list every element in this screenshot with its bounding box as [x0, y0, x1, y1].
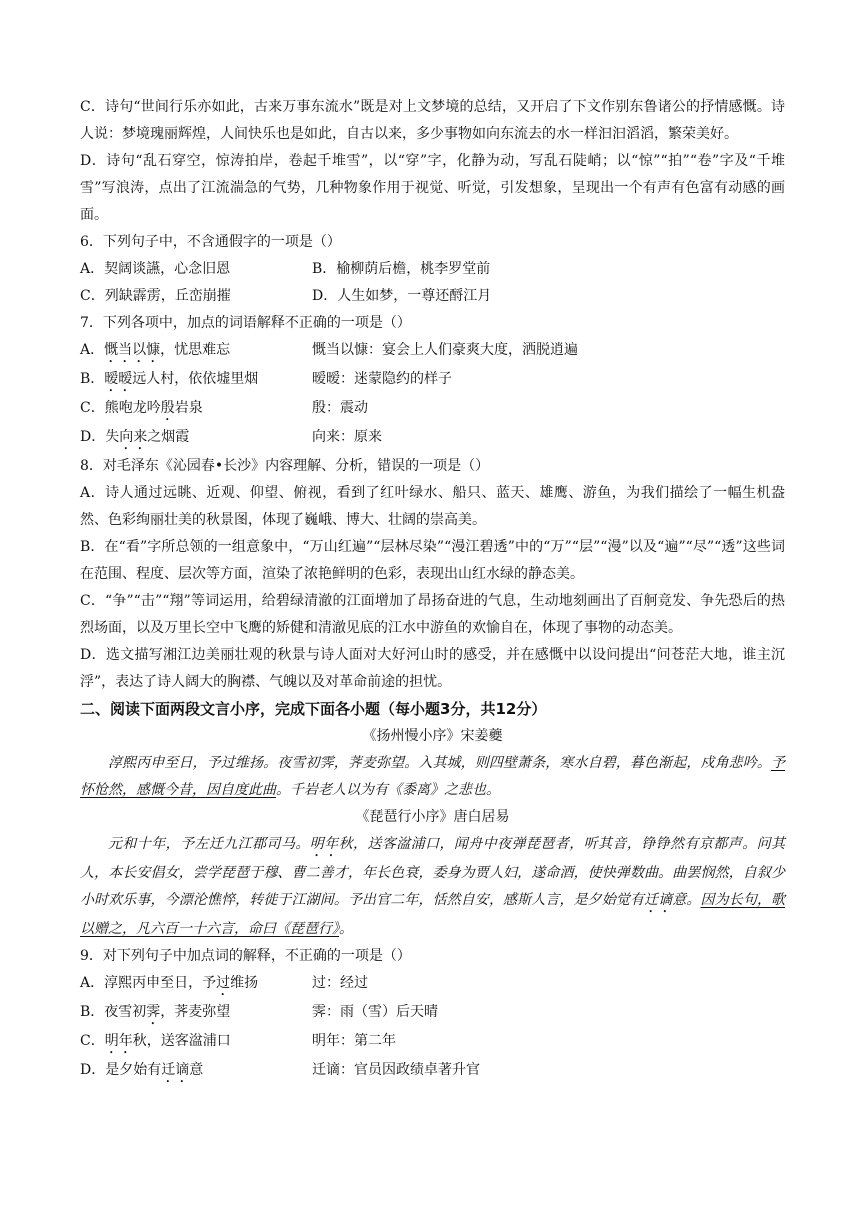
q9-explanation-a: 过：经过 — [312, 975, 368, 991]
dotted-word: 向来 — [119, 429, 148, 445]
q6-row-cd — [80, 283, 785, 310]
passage1-title: 《扬州慢小序》宋姜夔 — [362, 728, 503, 744]
dotted-word: 霁 — [146, 1004, 161, 1020]
dotted-word: 明年 — [104, 1033, 133, 1049]
q6-row-ab — [80, 256, 785, 283]
dotted-word: 过 — [216, 975, 231, 991]
q8-option-c: C．“争”“击”“翔”等词运用，给碧绿清澈的江面增加了昂扬奋进的气息，生动地刻画出了百舸竞发、争先恐后的热烈场面，以及万里长空中飞鹰的矫健和清澈见底的江水中游鱼的欢愉自在，体现了事物的动态美。 — [80, 593, 785, 636]
q6-option-c: C．列缺霹雳，丘峦崩摧 — [80, 288, 231, 304]
q9-explanation-d: 迁谪：官员因政绩卓著升官 — [312, 1062, 480, 1078]
dotted-word: 殷 — [160, 400, 175, 416]
q7-stem: 7．下列各项中，加点的词语解释不正确的一项是（） — [80, 315, 411, 331]
q8-option-d: D．选文描写湘江边美丽壮观的秋景与诗人面对大好河山时的感受，并在感慨中以设问提出“问苍茫大地，谁主沉浮”，表达了诗人阔大的胸襟、气魄以及对革命前途的担忧。 — [80, 647, 785, 690]
q5-option-d: D．诗句“乱石穿空，惊涛拍岸，卷起千堆雪”，以“穿”字，化静为动，写乱石陡峭；以“惊”“拍”“卷”字及“千堆雪”写浪涛，点出了江流湍急的气势，几种物象作用于视觉、听觉，引发想象，呈现出一个有声有色富有动感的画面。 — [80, 153, 785, 223]
q6-option-d: D．人生如梦，一尊还酹江月 — [312, 288, 492, 304]
dotted-word: 慨当以慷 — [104, 342, 161, 358]
underlined-sentence: 因为长句，歌以赠之，凡六百一十六言，命曰《琵琶行》 — [80, 892, 786, 937]
q7-explanation-c: 殷：震动 — [312, 400, 368, 416]
q9-explanation-b: 霁：雨（雪）后天晴 — [312, 1004, 438, 1020]
underlined-sentence: 予怀怆然，感慨今昔，因自度此曲 — [80, 755, 785, 798]
q6-stem: 6．下列句子中，不含通假字的一项是（） — [80, 234, 341, 250]
dotted-word: 暧暧 — [104, 371, 133, 387]
q8-option-b: B．在“看”字所总领的一组意象中，“万山红遍”“层林尽染”“漫江碧透”中的“万”“层”“漫”以及“遍”“尽”“透”这些词在范围、程度、层次等方面，渲染了浓艳鲜明的色彩，表现出山红水绿的静态美。 — [80, 539, 785, 582]
q9-stem: 9．对下列句子中加点词的解释，不正确的一项是（） — [80, 948, 411, 964]
q6-option-a: A．契阔谈讌，心念旧恩 — [80, 261, 231, 277]
q7-explanation-b: 暧暧：迷蒙隐约的样子 — [312, 371, 452, 387]
q6-option-b: B．榆柳荫后檐，桃李罗堂前 — [312, 261, 491, 277]
q9-explanation-c: 明年：第二年 — [312, 1033, 396, 1049]
dotted-word: 迁谪 — [161, 1062, 190, 1078]
q9-option-d: D．是夕始有迁谪意 迁谪：官员因政绩卓著升官 — [80, 1057, 785, 1086]
dotted-word: 明年 — [309, 836, 339, 852]
q7-option-a: A．慨当以慷，忧思难忘 慨当以慷：宴会上人们豪爽大度，洒脱逍遍 — [80, 337, 785, 366]
q7-option-d: D．失向来之烟霞 向来：原来 — [80, 424, 785, 453]
q9-option-a: A．淳熙丙申至日，予过维扬 过：经过 — [80, 970, 785, 999]
exam-page — [80, 94, 785, 1086]
section-heading: 二、阅读下面两段文言小序，完成下面各小题（每小题3分，共12分） — [80, 700, 547, 718]
dotted-word: 迁谪 — [644, 892, 673, 908]
q8-stem: 8．对毛泽东《沁园春•长沙》内容理解、分析，错误的一项是（） — [80, 458, 490, 474]
q7-explanation-d: 向来：原来 — [312, 429, 382, 445]
q8-option-a: A．诗人通过远眺、近观、仰望、俯视，看到了红叶绿水、船只、蓝天、雄鹰、游鱼，为我们描绘了一幅生机盎然、色彩绚丽壮美的秋景图，体现了巍峨、博大、壮阔的崇高美。 — [80, 485, 785, 528]
q9-option-c: C．明年秋，送客湓浦口 明年：第二年 — [80, 1028, 785, 1057]
q7-explanation-a: 慨当以慷：宴会上人们豪爽大度，洒脱逍遍 — [312, 342, 578, 358]
passage1-text: 淳熙丙申至日，予过维扬。夜雪初霁，荠麦弥望。入其城，则四壁萧条，寒水自碧，暮色渐起，戍角悲吟。予怀怆然，感慨今昔，因自度此曲。千岩老人以为有《黍离》之悲也。 — [80, 755, 785, 798]
q9-option-b: B．夜雪初霁，荠麦弥望 霁：雨（雪）后天晴 — [80, 999, 785, 1028]
passage2-text: 元和十年，予左迁九江郡司马。明年秋，送客湓浦口，闻舟中夜弹琵琶者，听其音，铮铮然有京都声。问其人，本长安倡女，尝学琵琶于穆、曹二善才，年长色衰，委身为贾人妇，遂命酒，使快弹数曲。曲罢悯然，自叙少小时欢乐事，今漂沦憔悴，转徙于江湖间。予出官二年，恬然自安，感斯人言，是夕始觉有迁谪意。因为长句，歌以赠之，凡六百一十六言，命曰《琵琶行》。 — [80, 836, 786, 937]
q7-option-c: C．熊咆龙吟殷岩泉 殷：震动 — [80, 395, 785, 424]
q7-option-b: B．暧暧远人村，依依墟里烟 暧暧：迷蒙隐约的样子 — [80, 366, 785, 395]
passage2-title: 《琵琶行小序》唐白居易 — [355, 809, 510, 825]
q5-option-c: C．诗句“世间行乐亦如此，古来万事东流水”既是对上文梦境的总结，又开启了下文作别东鲁诸公的抒情感慨。诗人说：梦境瑰丽辉煌，人间快乐也是如此，自古以来，多少事物如向东流去的水一样汩汩滔滔，繁荣美好。 — [80, 99, 785, 142]
